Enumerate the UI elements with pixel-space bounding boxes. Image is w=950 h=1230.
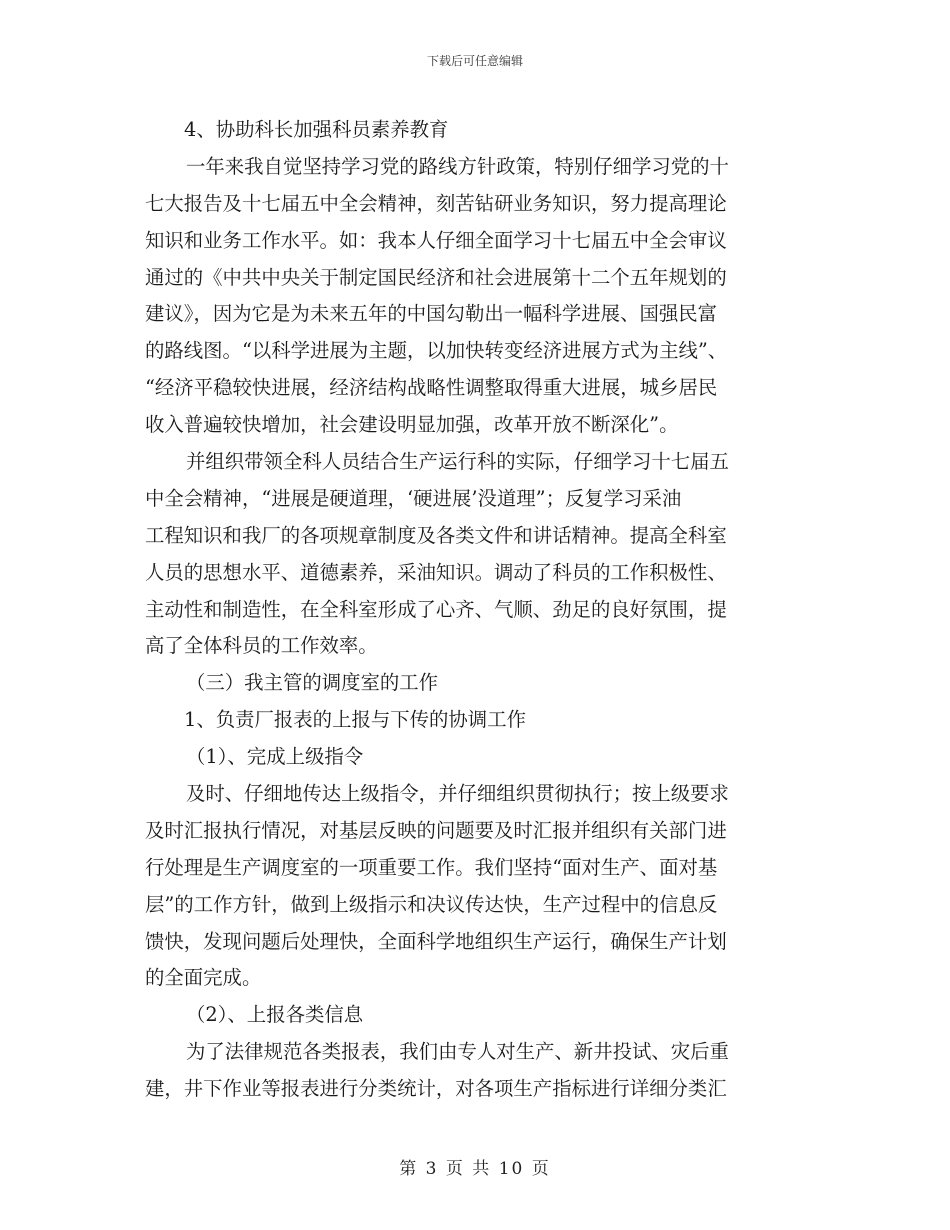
text-line: （2）、上报各类信息 bbox=[186, 1003, 364, 1027]
text-line: 工程知识和我厂的各项规章制度及各类文件和讲话精神。提高全科室 bbox=[145, 523, 727, 547]
text-line: 收入普遍较快增加，社会建设明显加强，改革开放不断深化”。 bbox=[145, 413, 679, 437]
page-header: 下载后可任意编辑 bbox=[426, 54, 523, 68]
text-line: “经济平稳较快进展，经济结构战略性调整取得重大进展，城乡居民 bbox=[145, 376, 718, 400]
text-line: 的路线图。“以科学进展为主题，以加快转变经济进展方式为主线”、 bbox=[145, 339, 728, 363]
text-line: 为了法律规范各类报表，我们由专人对生产、新井投试、灾后重 bbox=[186, 1040, 729, 1064]
text-line: （三）我主管的调度室的工作 bbox=[186, 671, 439, 695]
text-line: 通过的《中共中央关于制定国民经济和社会进展第十二个五年规划的 bbox=[145, 265, 727, 289]
text-line: 建议》，因为它是为未来五年的中国勾勒出一幅科学进展、国强民富 bbox=[145, 302, 718, 326]
text-line: 中全会精神，“进展是硬道理，‘硬进展’没道理”；反复学习采油 bbox=[145, 486, 682, 510]
page-footer: 第 3 页 共 10 页 bbox=[399, 1159, 551, 1179]
text-line: 及时、仔细地传达上级指令，并仔细组织贯彻执行；按上级要求 bbox=[186, 782, 729, 806]
text-line: 人员的思想水平、道德素养，采油知识。调动了科员的工作积极性、 bbox=[145, 560, 727, 584]
text-line: 并组织带领全科人员结合生产运行科的实际，仔细学习十七届五 bbox=[186, 450, 729, 474]
text-line: 七大报告及十七届五中全会精神，刻苦钻研业务知识，努力提高理论 bbox=[145, 191, 727, 215]
text-line: 4、协助科长加强科员素养教育 bbox=[184, 118, 449, 141]
text-line: 主动性和制造性，在全科室形成了心齐、气顺、劲足的良好氛围，提 bbox=[145, 597, 727, 621]
text-line: 馈快，发现问题后处理快，全面科学地组织生产运行，确保生产计划 bbox=[145, 929, 727, 953]
text-line: 层”的工作方针，做到上级指示和决议传达快，生产过程中的信息反 bbox=[145, 892, 718, 916]
text-line: 知识和业务工作水平。如：我本人仔细全面学习十七届五中全会审议 bbox=[145, 228, 727, 252]
text-line: 及时汇报执行情况，对基层反映的问题要及时汇报并组织有关部门进 bbox=[145, 818, 727, 842]
text-line: 1、负责厂报表的上报与下传的协调工作 bbox=[184, 708, 526, 732]
text-line: 的全面完成。 bbox=[145, 966, 262, 990]
text-line: （1）、完成上级指令 bbox=[186, 745, 364, 769]
document-body bbox=[145, 112, 811, 1108]
text-line: 建，井下作业等报表进行分类统计，对各项生产指标进行详细分类汇 bbox=[145, 1077, 727, 1101]
text-line: 行处理是生产调度室的一项重要工作。我们坚持“面对生产、面对基 bbox=[145, 855, 718, 879]
text-line: 一年来我自觉坚持学习党的路线方针政策，特别仔细学习党的十 bbox=[186, 154, 729, 178]
text-line: 高了全体科员的工作效率。 bbox=[145, 634, 378, 658]
